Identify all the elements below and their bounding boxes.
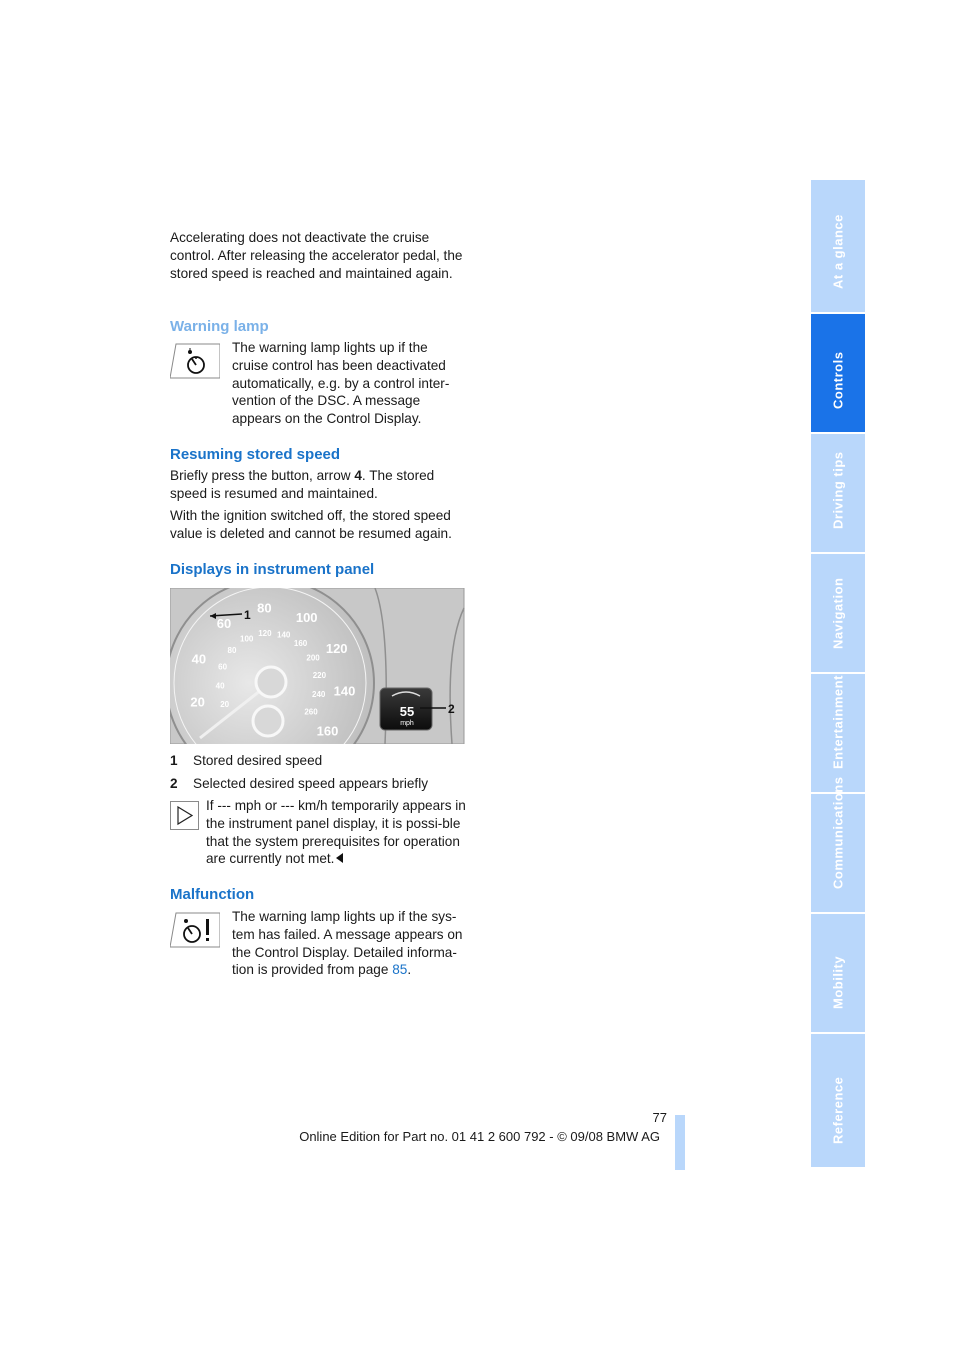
outer-labels-label: 60 [216,616,232,632]
tab-entertainment[interactable]: Entertainment [811,674,865,792]
inner-labels-label: 240 [312,690,326,700]
speedometer-hub [256,667,286,697]
resume-paragraph-1: Briefly press the button, arrow 4. The stored speed is resumed and maintained. [170,468,435,501]
footer-accent-bar [675,1115,685,1170]
outer-labels-label: 140 [333,683,356,699]
tab-at-a-glance[interactable]: At a glance [811,180,865,312]
outer-labels-label: 160 [316,723,339,739]
inner-labels-label: 200 [306,653,320,663]
outer-labels-label: 20 [190,694,205,710]
tab-navigation[interactable]: Navigation [811,554,865,672]
resume-paragraph-2: With the ignition switched off, the stored speed value is deleted and cannot be resumed again. [170,508,452,541]
note-paragraph: If --- mph or --- km/h temporarily appears in the instrument panel display, it is possi-ble that the system prerequisites for operation are currently not met. [206,798,466,867]
outer-labels-label: 100 [295,609,318,625]
outer-labels-label: 120 [325,641,348,657]
inner-labels-label: 120 [258,628,272,638]
intro-paragraph: Accelerating does not deactivate the cruise control. After releasing the accelerator pedal, the stored speed is reached and maintained again. [170,230,463,281]
inner-labels-label: 140 [277,630,291,640]
resume-heading: Resuming stored speed [170,446,341,463]
tab-communications[interactable]: Communications [811,794,865,912]
page-link[interactable]: 85 [392,962,408,978]
displays-heading: Displays in instrument panel [170,561,375,578]
inner-labels-label: 160 [293,639,308,649]
tab-reference[interactable]: Reference [811,1034,865,1167]
warning-lamp-text: The warning lamp lights up if the cruise control has been deactivated automatically, e.g. by a control inter-vention of the DSC. A message appears on the Control Display. [232,340,450,427]
inner-labels-label: 100 [240,634,254,644]
display-speed-value: 55 [399,704,415,719]
display-speed-unit: mph [400,720,414,727]
instrument-panel-image [170,588,472,744]
warning-lamp-heading: Warning lamp [170,318,269,335]
inner-labels-label: 260 [304,707,318,717]
inner-labels-label: 40 [215,681,225,691]
secondary-gauge-hub [253,706,283,736]
page-number: 77 [652,1110,667,1125]
inner-labels-label: 80 [227,646,237,656]
callout-2: 2 [448,702,455,716]
outer-labels-label: 80 [257,600,272,616]
inner-labels-label: 60 [218,662,228,672]
tab-driving-tips[interactable]: Driving tips [811,434,865,552]
legend-item-2: 2 Selected desired speed appears briefly [170,776,429,791]
callout-1: 1 [244,608,251,622]
inner-labels-label: 220 [312,671,327,681]
end-marker-icon [336,853,343,863]
tab-controls[interactable]: Controls [811,314,865,432]
legend-item-1: 1 Stored desired speed [170,753,323,768]
malfunction-text: The warning lamp lights up if the sys-tem has failed. A message appears on the Control Display. Detailed informa-tion is provided from page 85. [232,909,463,978]
outer-labels-label: 40 [191,651,207,667]
edition-note: Online Edition for Part no. 01 41 2 600 792 - © 09/08 BMW AG [299,1129,660,1144]
malfunction-heading: Malfunction [170,886,255,903]
inner-labels-label: 20 [220,699,230,709]
tab-mobility[interactable]: Mobility [811,914,865,1032]
